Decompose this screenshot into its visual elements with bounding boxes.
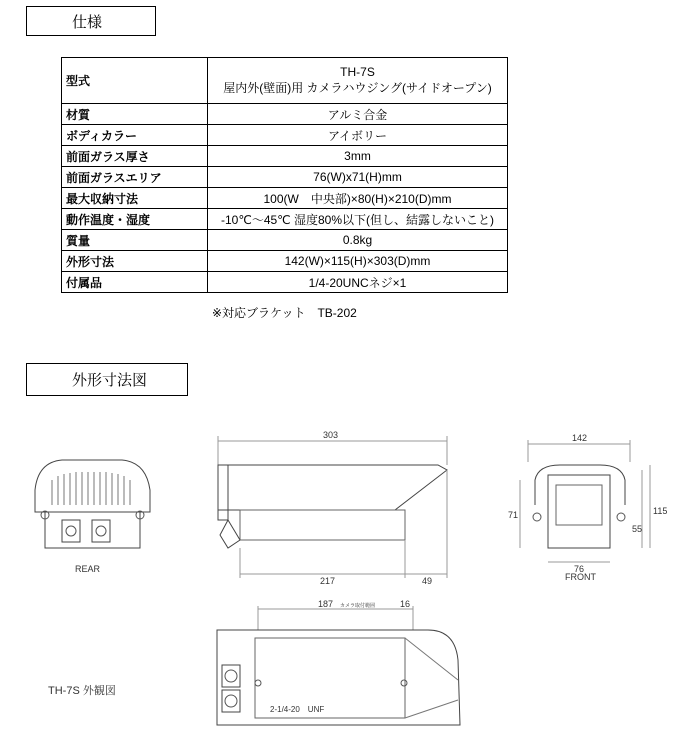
model-label: TH-7S 外観図 [48,685,116,697]
dim-115: 115 [653,506,668,516]
spec-value: 3mm [208,146,508,167]
table-row [62,104,508,125]
model-name: TH-7S [340,65,375,79]
spec-key: 型式 [62,58,208,104]
drawing-section-title-text: 外形寸法図 [72,372,148,389]
spec-value: 142(W)×115(H)×303(D)mm [208,251,508,272]
spec-key: 前面ガラスエリア [62,167,208,188]
spec-value: 0.8kg [208,230,508,251]
table-row [62,230,508,251]
rear-label: REAR [75,564,101,574]
drawing-section-title [26,363,188,396]
table-row [62,146,508,167]
spec-key: 付属品 [62,272,208,293]
spec-value: 76(W)x71(H)mm [208,167,508,188]
side-view [218,436,447,578]
spec-key: ボディカラー [62,125,208,146]
dim-303: 303 [323,430,339,440]
dim-187: 187 [318,599,334,609]
dim-49: 49 [422,576,433,586]
dimension-drawing [0,400,692,750]
dim-76: 76 [574,564,585,574]
dim-217: 217 [320,576,336,586]
spec-value: -10℃～45℃ 湿度80%以下(但し、結露しないこと) [208,209,508,230]
table-row [62,58,508,104]
spec-value: アイボリー [208,125,508,146]
table-row [62,209,508,230]
spec-value: 1/4-20UNCネジ×1 [208,272,508,293]
table-row [62,167,508,188]
screw-label: 2-1/4-20 UNF [270,705,325,714]
front-label: FRONT [565,572,596,582]
spec-key: 質量 [62,230,208,251]
spec-key: 外形寸法 [62,251,208,272]
dim-16: 16 [400,599,411,609]
dim-142: 142 [572,433,588,443]
dim-187-note: カメラ取付範囲 [340,603,376,609]
spec-value [208,58,508,104]
front-view [520,440,650,562]
spec-key: 最大収納寸法 [62,188,208,209]
dim-55: 55 [632,524,643,534]
spec-table [61,57,508,293]
table-row [62,251,508,272]
spec-section-title-text: 仕様 [72,13,103,31]
rear-view [35,460,150,548]
spec-key: 動作温度・湿度 [62,209,208,230]
table-row [62,125,508,146]
model-description: 屋内外(壁面)用 カメラハウジング(サイドオープン) [223,81,492,95]
spec-value: 100(W 中央部)×80(H)×210(D)mm [208,188,508,209]
bottom-view [217,606,460,725]
table-row [62,188,508,209]
bracket-note: ※対応ブラケット TB-202 [212,306,357,320]
dim-71: 71 [508,510,519,520]
spec-key: 前面ガラス厚さ [62,146,208,167]
table-row [62,272,508,293]
spec-value: アルミ合金 [208,104,508,125]
spec-key: 材質 [62,104,208,125]
spec-section-title [26,6,156,36]
